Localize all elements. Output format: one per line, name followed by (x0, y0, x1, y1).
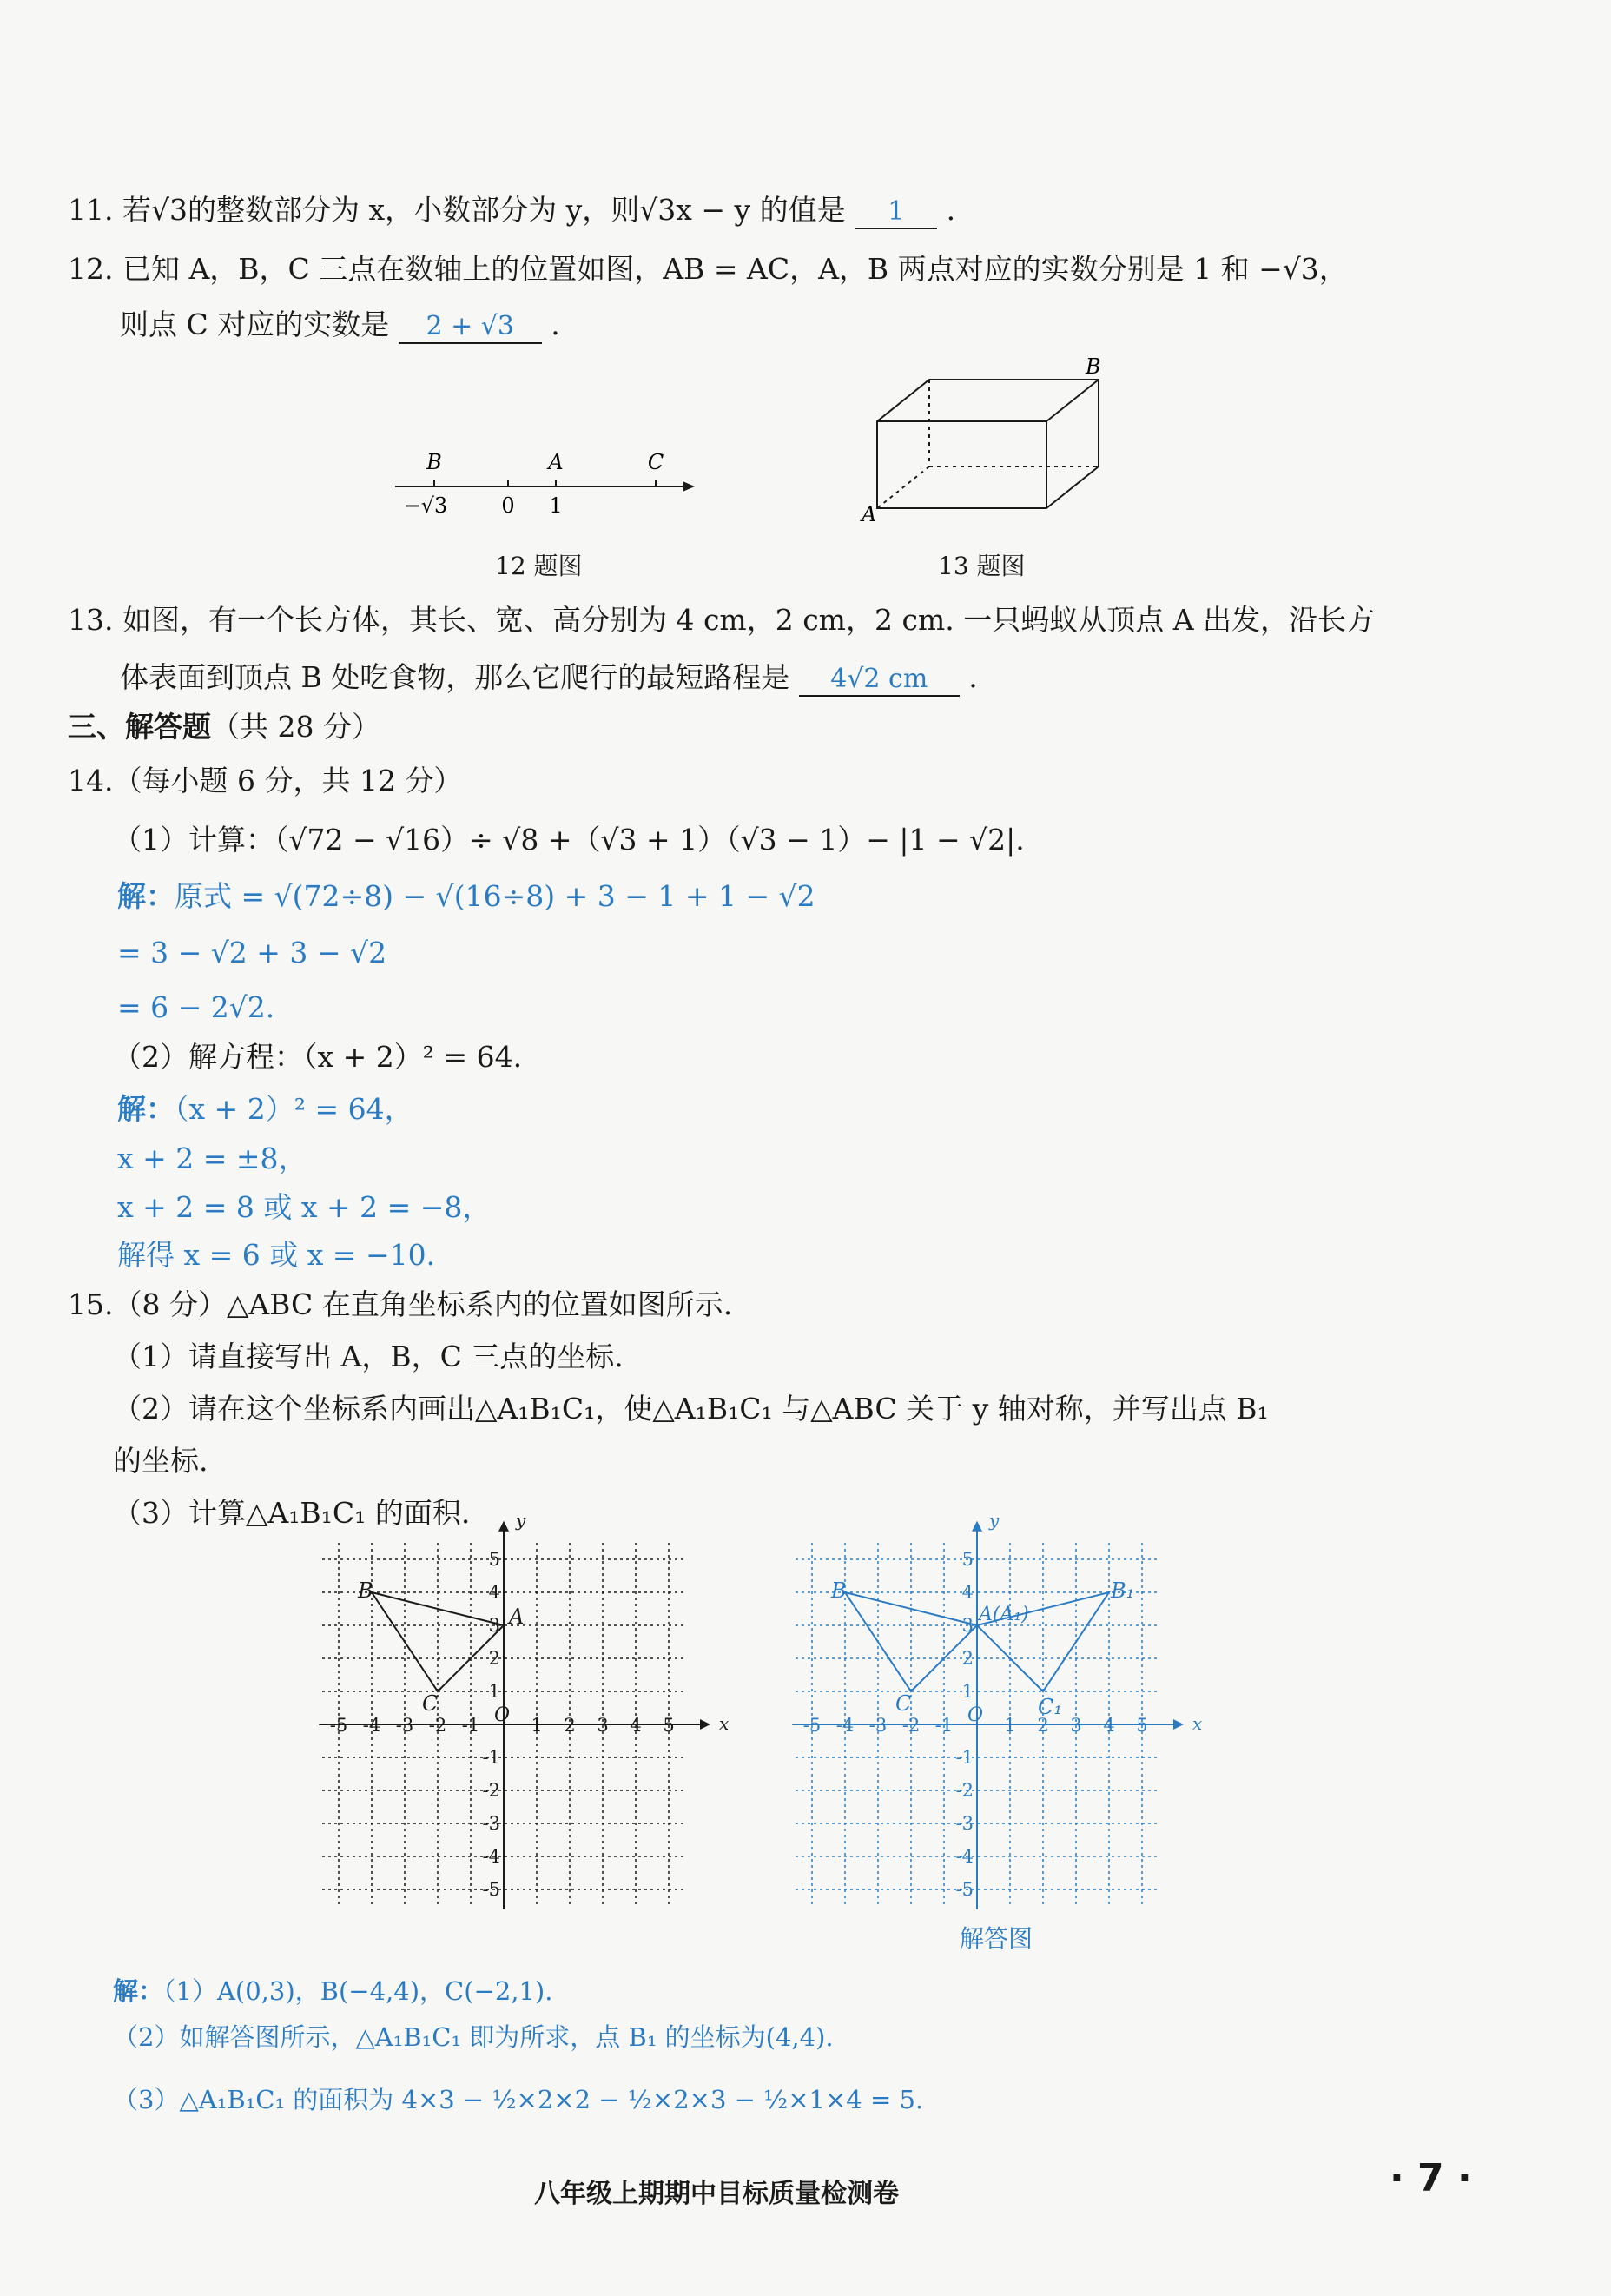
q13-end: . (968, 660, 978, 694)
section-3-title: 三、解答题 (68, 710, 211, 744)
coordinate-grid-question (329, 1509, 730, 1902)
x-tick-label: 4 (630, 1715, 642, 1736)
q15-solution-line2: （2）如解答图所示，△A₁B₁C₁ 即为所求，点 B₁ 的坐标为(4,4). (113, 2022, 834, 2052)
x-tick-label: 2 (1037, 1715, 1049, 1736)
q12-line2 (120, 306, 560, 344)
y-axis-arrow (972, 1521, 982, 1532)
tick-neg-sqrt3: −√3 (403, 493, 448, 518)
x-tick-label: 3 (597, 1715, 609, 1736)
q14-solution2-line1 (117, 1090, 413, 1128)
q13-text: 体表面到顶点 B 处吃食物，那么它爬行的最短路程是 (120, 660, 790, 694)
x-tick-label: 5 (663, 1715, 675, 1736)
x-tick-label: 4 (1103, 1715, 1115, 1736)
origin-label: O (967, 1704, 984, 1726)
q15-solution-line1 (113, 1972, 552, 2010)
y-tick-label: -5 (955, 1879, 974, 1900)
x-tick-label: -4 (835, 1715, 855, 1736)
x-tick-label: 5 (1136, 1715, 1148, 1736)
x-tick-label: -1 (934, 1715, 954, 1736)
label-b: B (358, 1578, 373, 1603)
x-tick-label: -4 (362, 1715, 381, 1736)
q14-solution2-line4: 解得 x = 6 或 x = −10. (117, 1238, 436, 1272)
label-b1: B₁ (1111, 1578, 1135, 1603)
y-tick-label: 1 (488, 1681, 500, 1702)
label-c: C (422, 1691, 439, 1716)
y-tick-label: 4 (961, 1582, 974, 1603)
q14-s2-label: 解： (117, 1092, 175, 1126)
q12-end: . (551, 308, 560, 341)
q14-solution1-line1 (117, 877, 815, 916)
y-tick-label: 3 (961, 1615, 974, 1636)
q14-solution1-line3: = 6 − 2√2. (117, 990, 275, 1024)
q14-solution1-line2: = 3 − √2 + 3 − √2 (117, 936, 387, 969)
x-axis-arrow (1173, 1719, 1184, 1730)
y-axis-label: y (516, 1509, 526, 1531)
y-tick-label: -4 (955, 1846, 974, 1867)
point-c-label: C (647, 450, 664, 474)
y-axis-label: y (989, 1509, 1000, 1531)
y-tick-label: 2 (488, 1648, 500, 1669)
x-tick-label: 1 (1004, 1715, 1016, 1736)
x-tick-label: 3 (1070, 1715, 1082, 1736)
x-tick-label: -5 (329, 1715, 348, 1736)
x-tick-label: -3 (868, 1715, 888, 1736)
vertex-b-label: B (1086, 354, 1101, 379)
y-tick-label: -3 (482, 1813, 500, 1834)
q15-part1: （1）请直接写出 A，B，C 三点的坐标. (113, 1340, 624, 1373)
x-tick-label: -2 (901, 1715, 921, 1736)
y-tick-label: 3 (488, 1615, 500, 1636)
section-3-note: （共 28 分） (211, 710, 380, 744)
label-a-a1: A(A₁) (979, 1604, 1029, 1625)
q14-solution2-line3: x + 2 = 8 或 x + 2 = −8， (117, 1190, 492, 1224)
q15-part2a: （2）请在这个坐标系内画出△A₁B₁C₁，使△A₁B₁C₁ 与△ABC 关于 y 轴对称，并写出点 B₁ (113, 1392, 1269, 1426)
label-c1: C₁ (1038, 1695, 1062, 1719)
y-tick-label: -2 (482, 1780, 500, 1801)
y-tick-label: -1 (482, 1747, 500, 1768)
y-tick-label: 1 (961, 1681, 974, 1702)
q14-header: 14.（每小题 6 分，共 12 分） (68, 764, 463, 797)
point-b-label: B (426, 450, 442, 474)
x-tick-label: -2 (428, 1715, 447, 1736)
label-a: A (509, 1605, 525, 1629)
q13-line1: 13. 如图，有一个长方体，其长、宽、高分别为 4 cm，2 cm，2 cm. 一只蚂蚁从顶点 A 出发，沿长方 (68, 603, 1376, 637)
y-tick-label: -2 (955, 1780, 974, 1801)
q15-part3: （3）计算△A₁B₁C₁ 的面积. (113, 1496, 471, 1530)
section-3-heading (68, 708, 380, 746)
label-c: C (895, 1691, 912, 1716)
q13-line2 (120, 658, 978, 697)
q14-s1-step1: 原式 = √(72÷8) − √(16÷8) + 3 − 1 + 1 − √2 (175, 879, 815, 913)
q15-s1: （1）A(0,3)，B(−4,4)，C(−2,1). (163, 1976, 553, 2006)
q12-answer: 2 + √3 (399, 311, 542, 344)
footer-title: 八年级上期期中目标质量检测卷 (534, 2179, 899, 2209)
fig13-caption: 13 题图 (938, 552, 1026, 580)
q14-part2: （2）解方程：（x + 2）² = 64. (113, 1040, 523, 1074)
y-tick-label: 5 (961, 1549, 974, 1570)
vertex-a-label: A (862, 502, 877, 526)
q15-header: 15.（8 分）△ABC 在直角坐标系内的位置如图所示. (68, 1287, 733, 1321)
q14-solution2-line2: x + 2 = ±8， (117, 1141, 307, 1175)
answer-figure-caption: 解答图 (960, 1924, 1033, 1953)
y-tick-label: 5 (488, 1549, 500, 1570)
y-tick-label: -4 (482, 1846, 500, 1867)
q13-answer: 4√2 cm (799, 664, 960, 697)
x-axis-arrow (700, 1719, 710, 1730)
q15-s-label: 解： (113, 1976, 164, 2006)
q12-text: 则点 C 对应的实数是 (120, 308, 390, 341)
page-number: · 7 · (1390, 2156, 1472, 2200)
q11-text: 11. 若√3的整数部分为 x，小数部分为 y，则√3x − y 的值是 (68, 193, 846, 227)
number-line-figure (391, 443, 703, 530)
y-tick-label: -5 (482, 1879, 500, 1900)
q14-s1-label: 解： (117, 879, 175, 913)
x-tick-label: 1 (531, 1715, 543, 1736)
q11-answer: 1 (855, 196, 937, 229)
q15-part2b: 的坐标. (113, 1444, 208, 1478)
point-a-label: A (548, 450, 564, 474)
label-b: B (831, 1578, 847, 1603)
q14-s2-step1: （x + 2）² = 64， (175, 1092, 413, 1126)
coordinate-grid-answer (802, 1509, 1203, 1902)
q12-line1: 12. 已知 A，B，C 三点在数轴上的位置如图，AB = AC，A，B 两点对应的实数分别是 1 和 −√3， (68, 252, 1348, 286)
tick-one: 1 (549, 493, 563, 518)
x-axis-label: x (719, 1713, 730, 1734)
tick-zero: 0 (501, 493, 515, 518)
y-tick-label: 2 (961, 1648, 974, 1669)
cuboid-figure (860, 354, 1112, 526)
y-tick-label: -3 (955, 1813, 974, 1834)
q11-end: . (946, 193, 956, 227)
x-axis-label: x (1192, 1713, 1203, 1734)
fig12-caption: 12 题图 (495, 552, 583, 580)
origin-label: O (493, 1704, 511, 1726)
x-tick-label: -5 (802, 1715, 822, 1736)
x-tick-label: 2 (564, 1715, 576, 1736)
y-axis-arrow (498, 1521, 509, 1532)
q11 (68, 191, 955, 229)
x-tick-label: -1 (461, 1715, 480, 1736)
y-tick-label: -1 (955, 1747, 974, 1768)
x-tick-label: -3 (395, 1715, 414, 1736)
y-tick-label: 4 (488, 1582, 500, 1603)
q15-solution-line3: （3）△A₁B₁C₁ 的面积为 4×3 − ½×2×2 − ½×2×3 − ½×1×4 = 5. (113, 2085, 924, 2114)
q14-part1: （1）计算：（√72 − √16）÷ √8 +（√3 + 1）（√3 − 1）− |1 − √2|. (113, 823, 1025, 857)
